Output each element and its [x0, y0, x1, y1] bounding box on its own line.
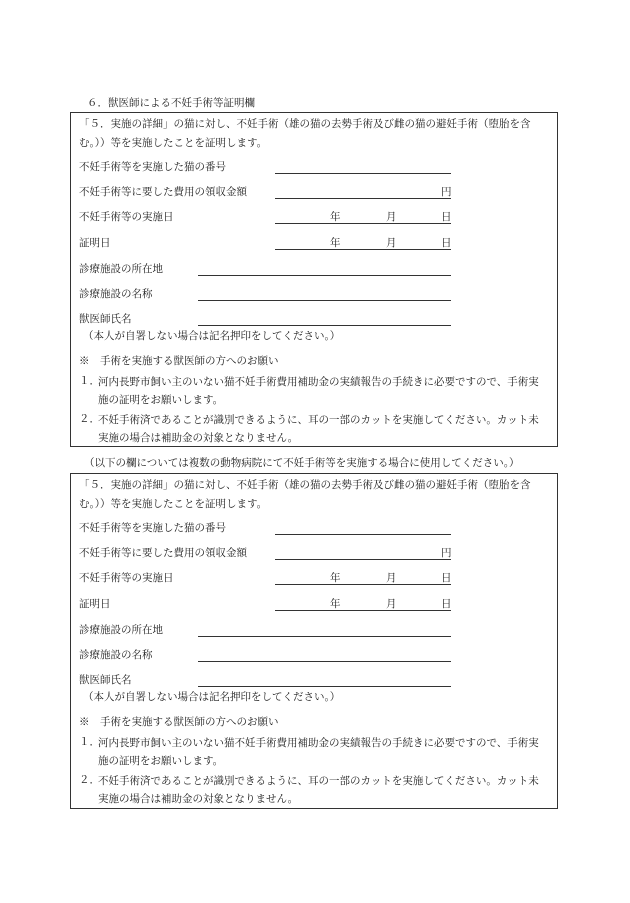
- sign-note: （本人が自署しない場合は記名押印をしてください。）: [83, 330, 341, 342]
- cert-date-field[interactable]: [275, 596, 451, 611]
- day-unit: 日: [441, 598, 452, 610]
- certificate-intro: 「５．実施の詳細」の猫に対し、不妊手術（雄の猫の去勢手術及び雌の猫の避妊手術（堕胎を含む。））等を実施したことを証明します。: [79, 479, 531, 510]
- year-unit: 年: [330, 572, 341, 584]
- clinic-name-field[interactable]: [198, 647, 451, 662]
- vet-name-label: 獣医師氏名: [79, 674, 132, 686]
- vet-name-field[interactable]: [198, 672, 451, 687]
- surgery-date-field[interactable]: [275, 570, 451, 585]
- month-unit: 月: [386, 572, 397, 584]
- request-text: 河内長野市飼い主のいない猫不妊手術費用補助金の実績報告の手続きに必要ですので、手術実施の証明をお願いします。: [98, 737, 539, 767]
- clinic-name-label: 診療施設の名称: [79, 649, 153, 661]
- clinic-address-field[interactable]: [198, 622, 451, 637]
- surgery-date-field[interactable]: [275, 209, 451, 224]
- cert-date-label: 証明日: [79, 598, 111, 610]
- clinic-address-field[interactable]: [198, 261, 451, 276]
- clinic-address-label: 診療施設の所在地: [79, 624, 163, 636]
- day-unit: 日: [441, 237, 452, 249]
- multi-clinic-note: （以下の欄については複数の動物病院にて不妊手術等を実施する場合に使用してください。）: [84, 457, 520, 469]
- cat-number-field[interactable]: [275, 159, 451, 174]
- yen-unit: 円: [441, 186, 452, 198]
- certificate-box-1: [70, 112, 558, 447]
- year-unit: 年: [330, 211, 341, 223]
- cat-number-label: 不妊手術等を実施した猫の番号: [79, 522, 226, 534]
- fee-label: 不妊手術等に要した費用の領収金額: [79, 547, 247, 559]
- request-heading: ※ 手術を実施する獣医師の方へのお願い: [79, 355, 279, 367]
- yen-unit: 円: [441, 547, 452, 559]
- cert-date-field[interactable]: [275, 235, 451, 250]
- year-unit: 年: [330, 237, 341, 249]
- vet-name-field[interactable]: [198, 311, 451, 326]
- cat-number-field[interactable]: [275, 520, 451, 535]
- month-unit: 月: [386, 211, 397, 223]
- surgery-date-label: 不妊手術等の実施日: [79, 572, 174, 584]
- request-text: 不妊手術済であることが識別できるように、耳の一部のカットを実施してください。カット未実施の場合は補助金の対象となりません。: [98, 775, 539, 805]
- month-unit: 月: [386, 598, 397, 610]
- day-unit: 日: [441, 572, 452, 584]
- certificate-box-2: [70, 473, 558, 809]
- fee-label: 不妊手術等に要した費用の領収金額: [79, 186, 247, 198]
- request-number: １．: [79, 736, 100, 748]
- section-heading: ６．獣医師による不妊手術等証明欄: [87, 97, 255, 109]
- month-unit: 月: [386, 237, 397, 249]
- clinic-address-label: 診療施設の所在地: [79, 263, 163, 275]
- surgery-date-label: 不妊手術等の実施日: [79, 211, 174, 223]
- clinic-name-label: 診療施設の名称: [79, 288, 153, 300]
- vet-name-label: 獣医師氏名: [79, 313, 132, 325]
- year-unit: 年: [330, 598, 341, 610]
- cert-date-label: 証明日: [79, 237, 111, 249]
- certificate-intro: 「５．実施の詳細」の猫に対し、不妊手術（雄の猫の去勢手術及び雌の猫の避妊手術（堕胎を含む。））等を実施したことを証明します。: [79, 118, 531, 149]
- request-number: １．: [79, 375, 100, 387]
- day-unit: 日: [441, 211, 452, 223]
- request-text: 河内長野市飼い主のいない猫不妊手術費用補助金の実績報告の手続きに必要ですので、手術実施の証明をお願いします。: [98, 376, 539, 406]
- fee-field[interactable]: [275, 545, 451, 560]
- request-text: 不妊手術済であることが識別できるように、耳の一部のカットを実施してください。カット未実施の場合は補助金の対象となりません。: [98, 414, 539, 444]
- cat-number-label: 不妊手術等を実施した猫の番号: [79, 161, 226, 173]
- request-number: ２．: [79, 413, 100, 425]
- sign-note: （本人が自署しない場合は記名押印をしてください。）: [83, 691, 341, 703]
- request-number: ２．: [79, 774, 100, 786]
- clinic-name-field[interactable]: [198, 286, 451, 301]
- request-heading: ※ 手術を実施する獣医師の方へのお願い: [79, 716, 279, 728]
- fee-field[interactable]: [275, 184, 451, 199]
